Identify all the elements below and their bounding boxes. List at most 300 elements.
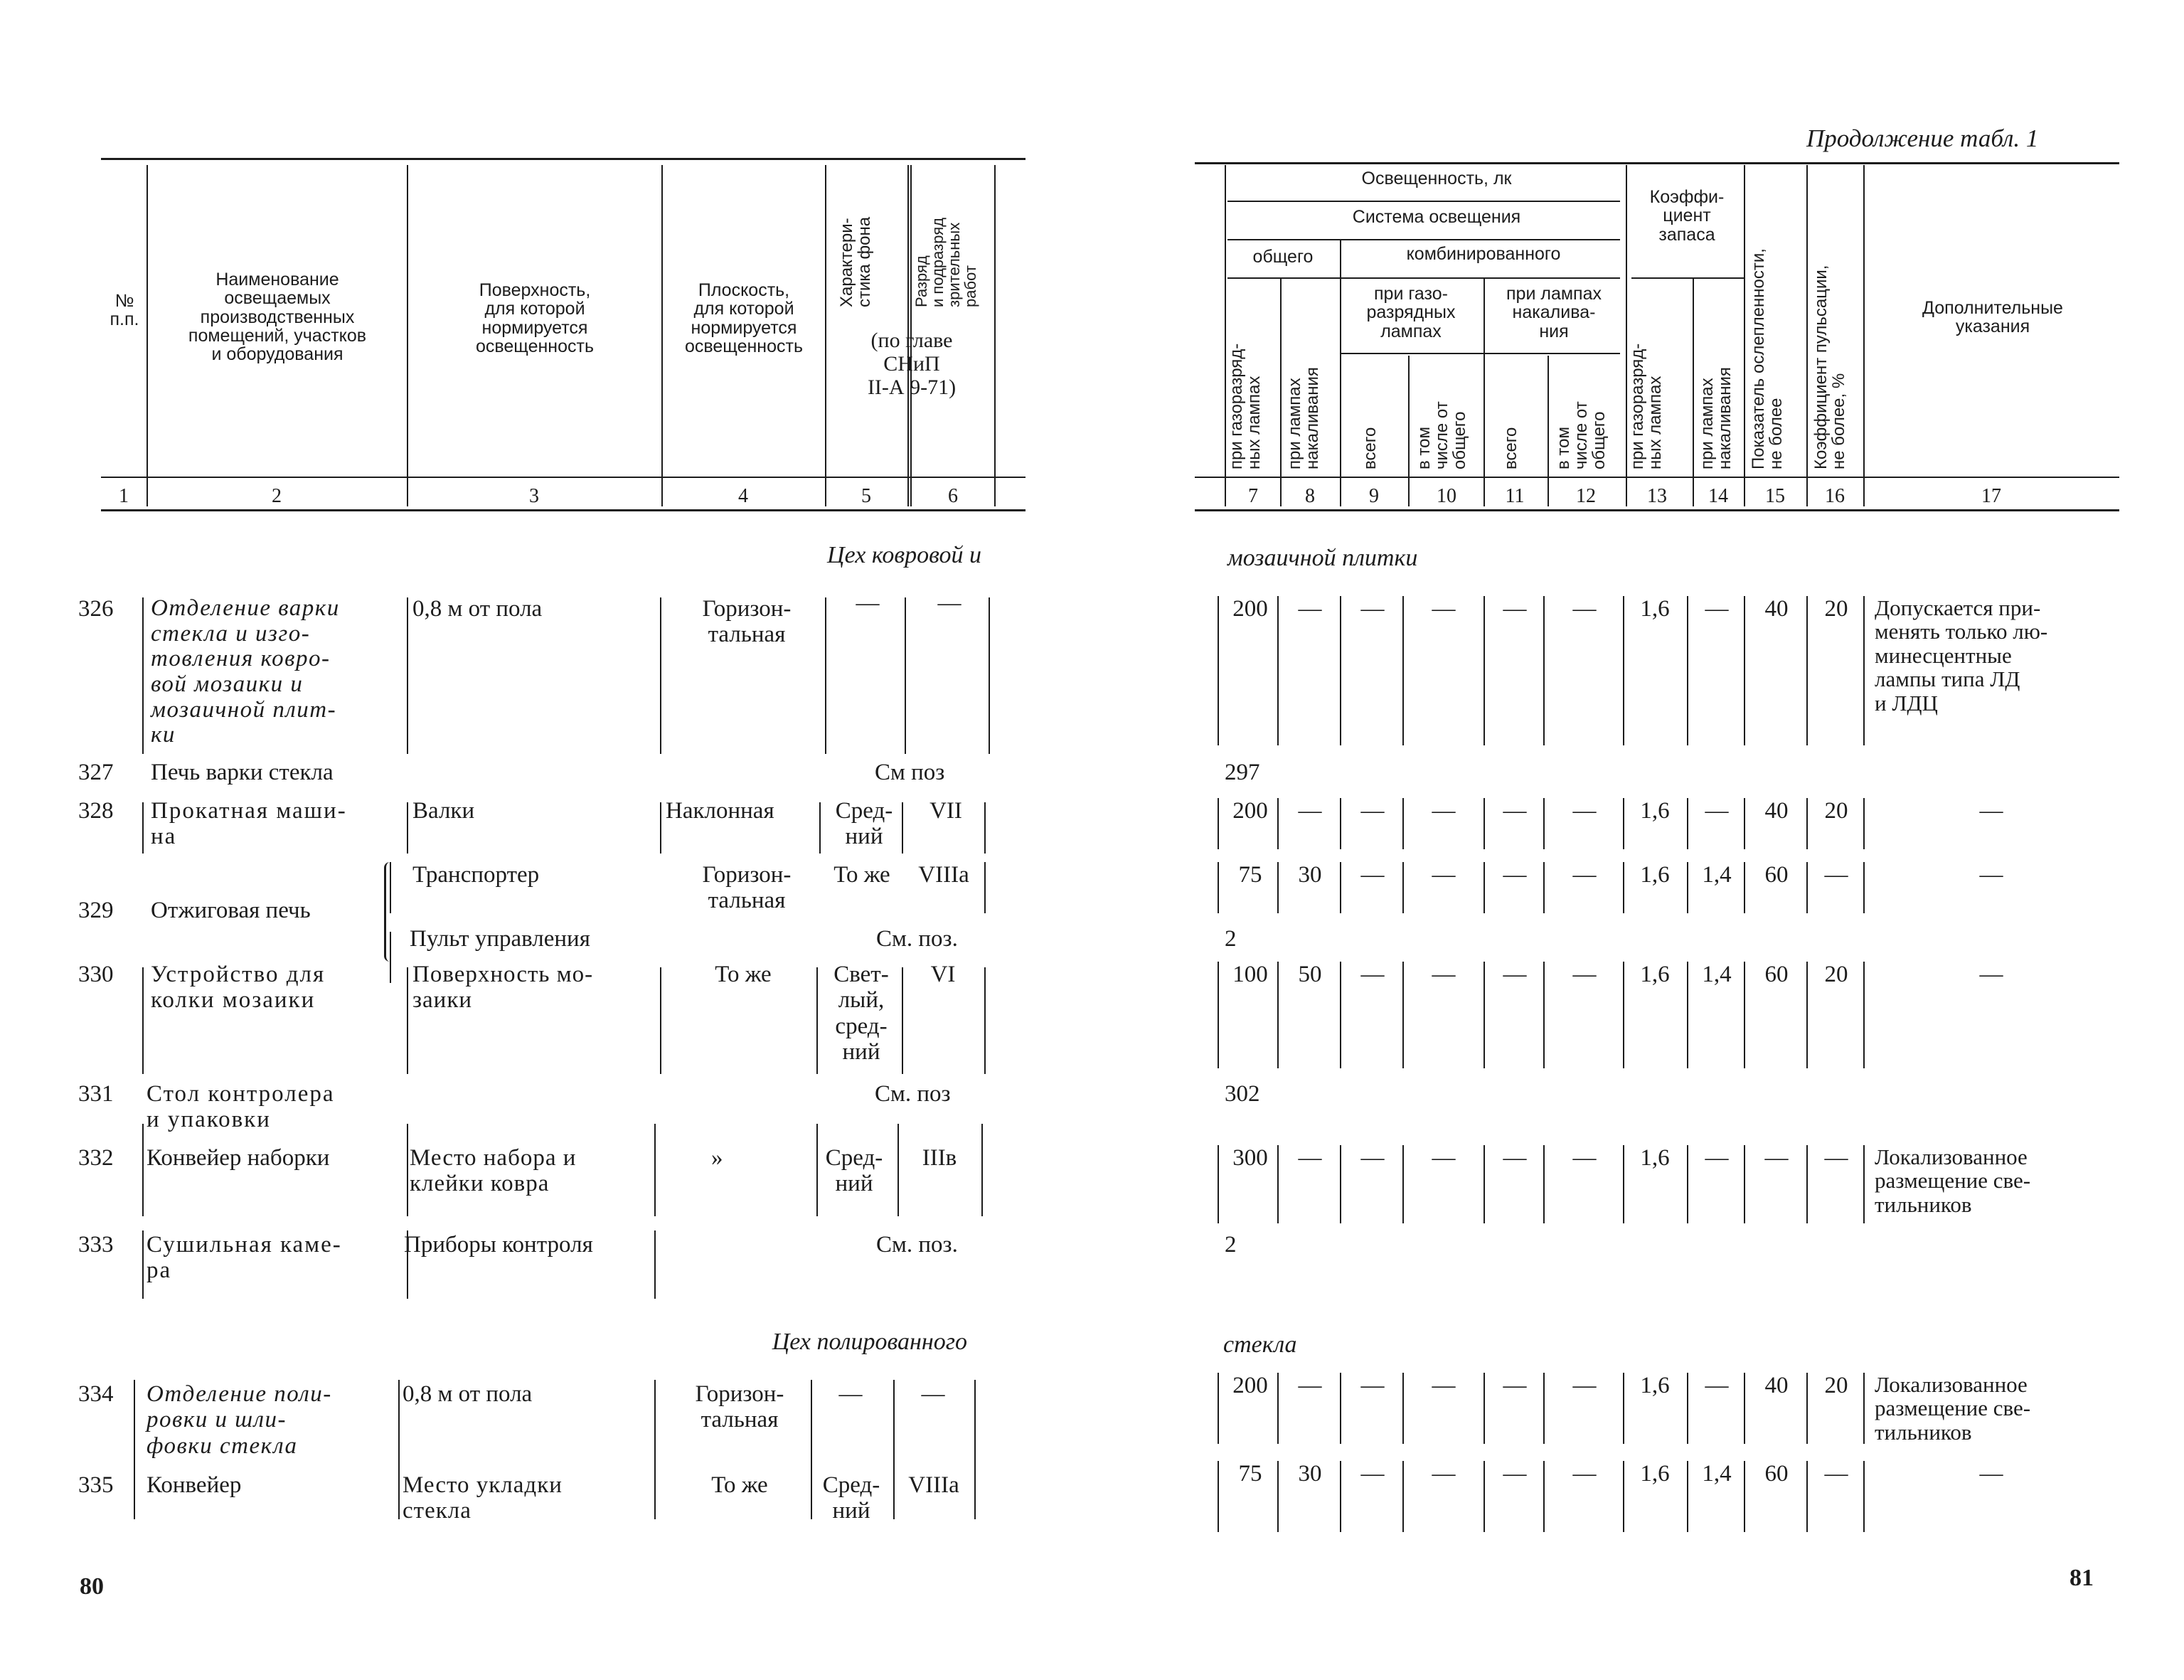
- section-title: стекла: [1223, 1331, 1297, 1358]
- row-column-rule: [142, 967, 144, 1074]
- plane-text: »: [711, 1145, 723, 1171]
- row-column-rule: [984, 862, 986, 913]
- row-column-rule: [660, 967, 661, 1074]
- row-column-rule: [1340, 1145, 1341, 1223]
- header-glare-index: Показатель ослепленности, не более: [1749, 248, 1786, 469]
- column-number: 5: [861, 485, 871, 507]
- row-column-rule: [1483, 862, 1485, 913]
- header-general: общего: [1252, 247, 1314, 267]
- row-column-rule: [1340, 596, 1341, 745]
- row-column-rule: [1402, 1373, 1404, 1444]
- cell-value: 40: [1764, 1373, 1789, 1398]
- column-rule: [1693, 277, 1694, 506]
- row-column-rule: [1340, 862, 1341, 913]
- cell-value: —: [1503, 962, 1527, 987]
- category-text: VII: [929, 798, 962, 824]
- cell-value: —: [1432, 862, 1456, 888]
- cell-value: 20: [1824, 596, 1848, 622]
- row-column-rule: [1744, 798, 1745, 849]
- additional-note: —: [1979, 1461, 2003, 1487]
- row-column-rule: [1806, 1373, 1808, 1444]
- row-column-rule: [1806, 962, 1808, 1068]
- column-number: 8: [1305, 485, 1315, 507]
- background-text: —: [838, 1381, 863, 1407]
- header-of-general: в том числе от общего: [1415, 401, 1470, 469]
- column-number: 15: [1765, 485, 1785, 507]
- row-column-rule: [1687, 862, 1688, 913]
- cell-value: 60: [1764, 962, 1789, 987]
- row-column-rule: [1218, 1461, 1219, 1532]
- cell-value: 300: [1232, 1145, 1268, 1171]
- header-additional-notes: Дополнительные указания: [1922, 298, 2063, 337]
- cell-value: —: [1572, 1373, 1597, 1398]
- room-name: Устройство для колки мозаики: [151, 962, 326, 1014]
- row-column-rule: [902, 967, 903, 1074]
- room-name: Конвейер: [147, 1472, 242, 1498]
- left-header-column-rule: [661, 165, 663, 506]
- cell-value: —: [1432, 1461, 1456, 1487]
- header-room-name: Наименование освещаемых производственных помещений, участков и оборудования: [188, 270, 367, 364]
- additional-note: Локализованное размещение све- тильников: [1875, 1372, 2031, 1445]
- row-column-rule: [1402, 862, 1404, 913]
- row-column-rule: [825, 597, 826, 754]
- left-header-column-rule: [407, 165, 408, 506]
- cell-value: 1,6: [1640, 798, 1670, 824]
- row-number: 335: [78, 1472, 114, 1498]
- cell-value: 1,4: [1702, 962, 1732, 987]
- row-number: 328: [78, 798, 114, 824]
- row-column-rule: [1744, 862, 1745, 913]
- row-column-rule: [407, 1124, 408, 1216]
- surface-text: Место укладки стекла: [403, 1472, 563, 1524]
- row-column-rule: [1543, 862, 1545, 913]
- cell-value: —: [1503, 1145, 1527, 1171]
- cell-value: —: [1432, 596, 1456, 622]
- cell-value: 200: [1232, 798, 1268, 824]
- row-number: 326: [78, 596, 114, 622]
- surface-text: Транспортер: [412, 862, 540, 888]
- left-header-divider: [101, 477, 1026, 478]
- cell-value: —: [1572, 1145, 1597, 1171]
- cell-value: —: [1298, 798, 1322, 824]
- additional-note: —: [1979, 862, 2003, 888]
- row-column-rule: [407, 967, 408, 1074]
- cell-value: 40: [1764, 798, 1789, 824]
- background-text: Свет- лый, сред- ний: [833, 962, 889, 1065]
- header-combined: комбинированного: [1406, 244, 1561, 264]
- cell-value: —: [1360, 596, 1385, 622]
- row-column-rule: [1277, 862, 1279, 913]
- row-column-rule: [134, 1380, 135, 1519]
- additional-note: Локализованное размещение све- тильников: [1875, 1144, 2031, 1217]
- column-rule: [1626, 165, 1627, 506]
- cell-value: —: [1503, 798, 1527, 824]
- header-span-rule: [1227, 239, 1620, 240]
- column-rule: [1548, 356, 1549, 506]
- cell-value: 50: [1298, 962, 1322, 987]
- category-text: —: [921, 1381, 945, 1407]
- see-reference-position: 297: [1225, 760, 1260, 785]
- row-column-rule: [1543, 962, 1545, 1068]
- row-column-rule: [819, 802, 821, 854]
- section-title: мозаичной плитки: [1227, 545, 1418, 571]
- row-number: 330: [78, 962, 114, 987]
- row-column-rule: [1483, 1373, 1485, 1444]
- background-text: То же: [833, 862, 890, 888]
- header-incandescent-lamps: при лампах накаливания: [1285, 367, 1323, 469]
- row-column-rule: [1806, 798, 1808, 849]
- page-number: 81: [2070, 1565, 2094, 1591]
- row-number: 334: [78, 1381, 114, 1407]
- row-column-rule: [1218, 798, 1219, 849]
- continuation-label: Продолжение табл. 1: [1806, 124, 2039, 152]
- cell-value: 20: [1824, 1373, 1848, 1398]
- cell-value: —: [1764, 1145, 1789, 1171]
- row-column-rule: [1744, 1461, 1745, 1532]
- row-column-rule: [1483, 798, 1485, 849]
- surface-text: Место набора и клейки ковра: [410, 1145, 577, 1197]
- right-header-divider: [1195, 477, 2119, 478]
- page-number: 80: [80, 1573, 104, 1600]
- plane-text: Горизон- тальная: [695, 1381, 784, 1433]
- header-span-rule: [1340, 353, 1620, 354]
- header-gas-lamps: при газоразряд- ных лампах: [1628, 343, 1666, 469]
- row-column-rule: [407, 597, 408, 754]
- room-name: Отделение варки стекла и изго- товления ковро- вой мозаики и мозаичной плит- ки: [151, 595, 340, 748]
- header-total: всего: [1501, 427, 1520, 469]
- row-column-rule: [897, 1124, 899, 1216]
- row-column-rule: [1863, 798, 1865, 849]
- row-column-rule: [1687, 1373, 1688, 1444]
- section-title: Цех полированного: [772, 1329, 967, 1355]
- column-rule: [1225, 165, 1226, 506]
- row-column-rule: [1277, 1461, 1279, 1532]
- header-snip-note: (по главе СНиП II-А 9-71): [867, 329, 957, 399]
- row-column-rule: [974, 1380, 976, 1519]
- cell-value: 1,6: [1640, 596, 1670, 622]
- cell-value: 200: [1232, 1373, 1268, 1398]
- cell-value: —: [1824, 862, 1848, 888]
- room-name: Отжиговая печь: [151, 898, 311, 923]
- cell-value: —: [1705, 1145, 1729, 1171]
- category-text: VI: [930, 962, 956, 987]
- row-column-rule: [1863, 1373, 1865, 1444]
- row-column-rule: [1277, 596, 1279, 745]
- row-number: 329: [78, 898, 114, 923]
- row-column-rule: [1483, 1461, 1485, 1532]
- column-rule: [1483, 277, 1485, 506]
- cell-value: 1,6: [1640, 1373, 1670, 1398]
- cell-value: 1,4: [1702, 862, 1732, 888]
- header-lighting-system: Система освещения: [1352, 207, 1521, 227]
- row-column-rule: [905, 597, 906, 754]
- header-surface: Поверхность, для которой нормируется освещенность: [476, 280, 594, 356]
- row-column-rule: [1218, 1373, 1219, 1444]
- row-column-rule: [142, 802, 144, 854]
- category-text: —: [937, 590, 962, 616]
- left-header-column-rule: [147, 165, 148, 506]
- row-column-rule: [893, 1380, 895, 1519]
- row-column-rule: [1543, 798, 1545, 849]
- cell-value: —: [1572, 596, 1597, 622]
- cell-value: 75: [1238, 862, 1262, 888]
- additional-note: —: [1979, 962, 2003, 987]
- header-span-rule: [1631, 277, 1745, 279]
- cell-value: —: [1503, 596, 1527, 622]
- column-number: 13: [1647, 485, 1667, 507]
- additional-note: Допускается при- менять только лю- минесцентные лампы типа ЛД и ЛДЦ: [1875, 595, 2048, 716]
- section-title: Цех ковровой и: [827, 542, 981, 568]
- row-column-rule: [1218, 1145, 1219, 1223]
- row-column-rule: [1806, 1145, 1808, 1223]
- header-number: № п.п.: [110, 291, 139, 330]
- surface-text: Поверхность мо- заики: [412, 962, 594, 1014]
- cell-value: 30: [1298, 862, 1322, 888]
- cell-value: 20: [1824, 798, 1848, 824]
- room-name: Прокатная маши- на: [151, 798, 347, 850]
- row-column-rule: [1863, 596, 1865, 745]
- column-number: 16: [1825, 485, 1845, 507]
- room-name: Отделение поли- ровки и шли- фовки стекла: [147, 1381, 332, 1459]
- room-name: Печь варки стекла: [151, 760, 334, 785]
- row-column-rule: [1402, 1461, 1404, 1532]
- cell-value: —: [1824, 1145, 1848, 1171]
- column-number: 10: [1437, 485, 1456, 507]
- see-reference-position: 302: [1225, 1081, 1260, 1107]
- cell-value: —: [1360, 1145, 1385, 1171]
- row-column-rule: [1402, 962, 1404, 1068]
- header-of-general: в том числе от общего: [1554, 401, 1609, 469]
- plane-text: То же: [711, 1472, 768, 1498]
- row-column-rule: [1218, 862, 1219, 913]
- row-column-rule: [1744, 1373, 1745, 1444]
- cell-value: 20: [1824, 962, 1848, 987]
- row-column-rule: [1744, 962, 1745, 1068]
- see-reference: См. поз: [875, 1081, 951, 1107]
- left-header-bottom-rule: [101, 509, 1026, 511]
- column-number: 2: [272, 485, 282, 507]
- row-column-rule: [1483, 962, 1485, 1068]
- cell-value: —: [1360, 862, 1385, 888]
- cell-value: —: [1298, 596, 1322, 622]
- left-table-top-rule: [101, 158, 1026, 160]
- cell-value: —: [1360, 962, 1385, 987]
- row-column-rule: [1687, 596, 1688, 745]
- surface-text: Пульт управления: [410, 926, 590, 952]
- row-column-rule: [1277, 1145, 1279, 1223]
- row-column-rule: [1340, 1373, 1341, 1444]
- header-gas-lamps: при газоразряд- ных лампах: [1227, 343, 1264, 469]
- row-column-rule: [1543, 596, 1545, 745]
- background-text: Сред- ний: [825, 1145, 883, 1197]
- row-column-rule: [1402, 1145, 1404, 1223]
- row-column-rule: [1218, 962, 1219, 1068]
- row-column-rule: [1863, 862, 1865, 913]
- header-background: Характери- стика фона: [837, 216, 875, 307]
- header-gas-lamps: при газо- разрядных лампах: [1366, 284, 1456, 341]
- header-incandescent-lamps: при лампах накалива- ния: [1506, 284, 1602, 341]
- right-header-bottom-rule: [1195, 509, 2119, 511]
- right-table-top-rule: [1195, 162, 2119, 164]
- row-column-rule: [660, 802, 661, 854]
- cell-value: 200: [1232, 596, 1268, 622]
- row-column-rule: [1543, 1461, 1545, 1532]
- background-text: Сред- ний: [822, 1472, 880, 1524]
- column-number: 12: [1576, 485, 1596, 507]
- row-column-rule: [1277, 798, 1279, 849]
- row-column-rule: [1863, 962, 1865, 1068]
- row-column-rule: [654, 1124, 656, 1216]
- row-column-rule: [984, 967, 986, 1074]
- cell-value: 1,6: [1640, 862, 1670, 888]
- background-text: —: [856, 590, 880, 616]
- category-text: VIIIа: [918, 862, 969, 888]
- row-column-rule: [1277, 962, 1279, 1068]
- cell-value: 1,6: [1640, 962, 1670, 987]
- row-column-rule: [1277, 1373, 1279, 1444]
- row-number: 331: [78, 1081, 114, 1107]
- cell-value: —: [1298, 1373, 1322, 1398]
- category-text: IIIв: [922, 1145, 957, 1171]
- cell-value: 60: [1764, 1461, 1789, 1487]
- row-column-rule: [660, 597, 661, 754]
- row-column-rule: [1483, 1145, 1485, 1223]
- header-reserve-factor: Коэффи- циент запаса: [1649, 187, 1725, 245]
- cell-value: 1,6: [1640, 1145, 1670, 1171]
- row-column-rule: [1863, 1145, 1865, 1223]
- cell-value: —: [1360, 1461, 1385, 1487]
- left-header-column-rule: [825, 165, 826, 506]
- see-reference: См поз: [875, 760, 945, 785]
- header-incandescent-lamps: при лампах накаливания: [1698, 367, 1735, 469]
- row-column-rule: [1340, 962, 1341, 1068]
- row-column-rule: [1863, 1461, 1865, 1532]
- row-column-rule: [1687, 798, 1688, 849]
- row-column-rule: [1687, 1145, 1688, 1223]
- brace-bracket: [384, 862, 393, 962]
- cell-value: 1,4: [1702, 1461, 1732, 1487]
- category-text: VIIIа: [908, 1472, 959, 1498]
- column-number: 7: [1248, 485, 1258, 507]
- cell-value: —: [1572, 798, 1597, 824]
- column-number: 9: [1369, 485, 1379, 507]
- row-column-rule: [142, 1230, 144, 1299]
- cell-value: 40: [1764, 596, 1789, 622]
- header-plane: Плоскость, для которой нормируется освещенность: [685, 280, 803, 356]
- row-column-rule: [981, 1124, 983, 1216]
- cell-value: —: [1503, 1461, 1527, 1487]
- row-number: 327: [78, 760, 114, 785]
- row-column-rule: [407, 802, 408, 854]
- column-rule: [1280, 277, 1282, 506]
- cell-value: —: [1503, 1373, 1527, 1398]
- plane-text: То же: [715, 962, 772, 987]
- column-number: 3: [529, 485, 539, 507]
- see-reference-position: 2: [1225, 1232, 1237, 1258]
- cell-value: —: [1360, 798, 1385, 824]
- column-rule: [1340, 239, 1341, 506]
- row-column-rule: [1543, 1373, 1545, 1444]
- row-column-rule: [1483, 596, 1485, 745]
- plane-text: Горизон- тальная: [702, 596, 792, 648]
- column-rule: [1863, 165, 1865, 506]
- row-column-rule: [816, 967, 818, 1074]
- additional-note: —: [1979, 798, 2003, 824]
- cell-value: —: [1705, 798, 1729, 824]
- row-number: 332: [78, 1145, 114, 1171]
- column-number: 4: [738, 485, 748, 507]
- cell-value: —: [1705, 1373, 1729, 1398]
- row-column-rule: [654, 1230, 656, 1299]
- cell-value: —: [1432, 962, 1456, 987]
- header-span-rule: [1227, 277, 1620, 279]
- column-number: 6: [948, 485, 958, 507]
- background-text: Сред- ний: [835, 798, 893, 850]
- row-column-rule: [1402, 798, 1404, 849]
- surface-text: Приборы контроля: [404, 1232, 593, 1258]
- row-column-rule: [142, 1124, 144, 1216]
- header-span-rule: [1227, 201, 1620, 202]
- column-number: 14: [1708, 485, 1728, 507]
- cell-value: —: [1432, 1373, 1456, 1398]
- column-rule: [1806, 165, 1808, 506]
- cell-value: —: [1298, 1145, 1322, 1171]
- column-number: 11: [1505, 485, 1525, 507]
- cell-value: 1,6: [1640, 1461, 1670, 1487]
- see-reference-position: 2: [1225, 926, 1237, 952]
- room-name: Стол контролера и упаковки: [147, 1081, 335, 1133]
- cell-value: —: [1572, 962, 1597, 987]
- plane-text: Наклонная: [666, 798, 774, 824]
- header-illuminance: Освещенность, лк: [1361, 169, 1512, 188]
- header-total: всего: [1360, 427, 1380, 469]
- row-column-rule: [1806, 596, 1808, 745]
- cell-value: 100: [1232, 962, 1268, 987]
- row-column-rule: [1687, 1461, 1688, 1532]
- cell-value: —: [1572, 1461, 1597, 1487]
- cell-value: —: [1705, 596, 1729, 622]
- row-column-rule: [989, 597, 990, 754]
- cell-value: —: [1432, 798, 1456, 824]
- cell-value: 30: [1298, 1461, 1322, 1487]
- row-column-rule: [1218, 596, 1219, 745]
- row-column-rule: [1340, 798, 1341, 849]
- column-number: 17: [1981, 485, 2001, 507]
- header-category: Разряд и подразряд зрительных работ: [912, 218, 980, 307]
- row-column-rule: [1687, 962, 1688, 1068]
- cell-value: 60: [1764, 862, 1789, 888]
- cell-value: —: [1360, 1373, 1385, 1398]
- row-column-rule: [1402, 596, 1404, 745]
- row-column-rule: [1543, 1145, 1545, 1223]
- cell-value: —: [1572, 862, 1597, 888]
- row-column-rule: [1806, 862, 1808, 913]
- column-number: 1: [119, 485, 129, 507]
- row-column-rule: [1340, 1461, 1341, 1532]
- cell-value: —: [1824, 1461, 1848, 1487]
- plane-text: Горизон- тальная: [702, 862, 792, 914]
- row-number: 333: [78, 1232, 114, 1258]
- row-column-rule: [142, 597, 144, 754]
- surface-text: 0,8 м от пола: [403, 1381, 533, 1407]
- cell-value: —: [1432, 1145, 1456, 1171]
- header-pulsation: Коэффициент пульсации, не более, %: [1811, 265, 1849, 469]
- cell-value: —: [1503, 862, 1527, 888]
- column-rule: [1408, 356, 1410, 506]
- row-column-rule: [1744, 596, 1745, 745]
- row-column-rule: [654, 1380, 656, 1519]
- row-column-rule: [984, 802, 986, 854]
